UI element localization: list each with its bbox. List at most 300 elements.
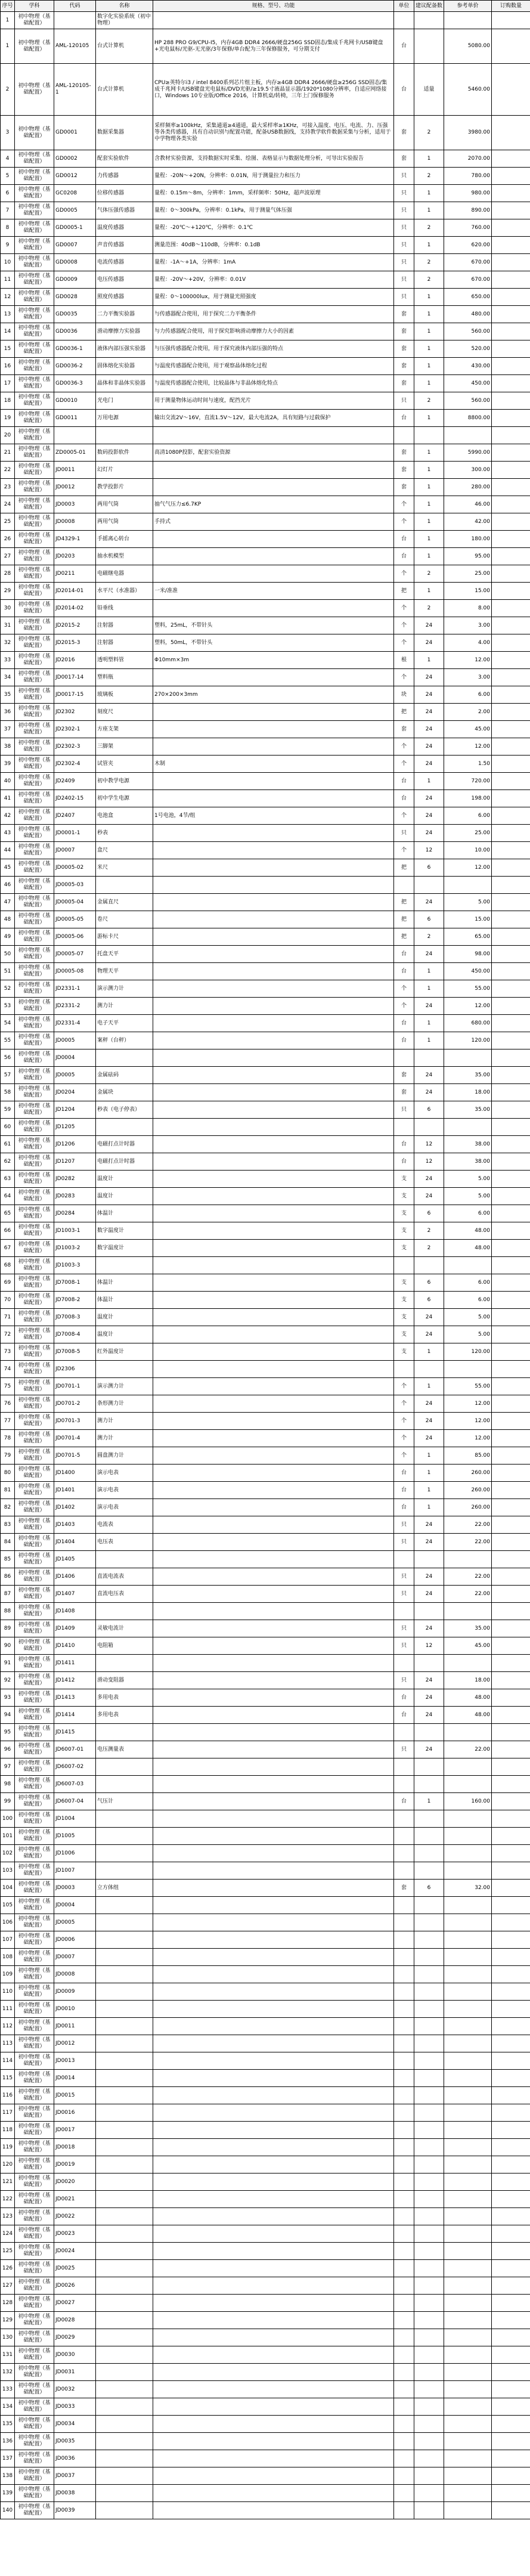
table-row xyxy=(1,1603,530,1620)
cell-subject: 初中物理（基础配置） xyxy=(15,1205,54,1222)
cell-price: 2070.00 xyxy=(444,150,492,168)
cell-ordered[interactable] xyxy=(492,1810,530,1828)
cell-qty: 24 xyxy=(414,1430,444,1447)
cell-ordered[interactable] xyxy=(492,1465,530,1482)
cell-name: 金属块 xyxy=(96,1084,153,1101)
cell-ordered[interactable] xyxy=(492,565,530,583)
cell-unit: 支 xyxy=(394,1292,414,1309)
cell-code: JD0013 xyxy=(54,2052,96,2070)
cell-ordered[interactable] xyxy=(492,1637,530,1655)
cell-ordered[interactable] xyxy=(492,2433,530,2450)
cell-ordered[interactable] xyxy=(492,1015,530,1032)
cell-spec xyxy=(153,738,394,756)
table-row xyxy=(1,859,530,877)
cell-price: 680.00 xyxy=(444,1015,492,1032)
cell-ordered[interactable] xyxy=(492,323,530,340)
cell-ordered[interactable] xyxy=(492,617,530,634)
cell-ordered[interactable] xyxy=(492,2156,530,2174)
table-row xyxy=(1,2018,530,2035)
cell-ordered[interactable] xyxy=(492,911,530,928)
cell-qty: 1 xyxy=(414,289,444,306)
table-row xyxy=(1,1361,530,1378)
cell-ordered[interactable] xyxy=(492,375,530,392)
cell-ordered[interactable] xyxy=(492,64,530,116)
cell-code: JD0005-05 xyxy=(54,911,96,928)
cell-ordered[interactable] xyxy=(492,1966,530,1983)
cell-qty: 6 xyxy=(414,1205,444,1222)
cell-ordered[interactable] xyxy=(492,2346,530,2364)
cell-ordered[interactable] xyxy=(492,998,530,1015)
cell-code: GD0036-3 xyxy=(54,375,96,392)
cell-ordered[interactable] xyxy=(492,548,530,565)
cell-ordered[interactable] xyxy=(492,2260,530,2277)
cell-ordered[interactable] xyxy=(492,877,530,894)
cell-spec xyxy=(153,928,394,946)
cell-ordered[interactable] xyxy=(492,1136,530,1153)
cell-qty: 2 xyxy=(414,928,444,946)
cell-ordered[interactable] xyxy=(492,1724,530,1741)
cell-ordered[interactable] xyxy=(492,1205,530,1222)
cell-subject: 初中物理（基础配置） xyxy=(15,894,54,911)
cell-code: JD2016 xyxy=(54,652,96,669)
cell-ordered[interactable] xyxy=(492,2001,530,2018)
cell-ordered[interactable] xyxy=(492,271,530,289)
cell-ordered[interactable] xyxy=(492,583,530,600)
cell-ordered[interactable] xyxy=(492,1931,530,1949)
cell-name xyxy=(96,2156,153,2174)
table-row xyxy=(1,1534,530,1551)
cell-ordered[interactable] xyxy=(492,2312,530,2329)
cell-ordered[interactable] xyxy=(492,1084,530,1101)
cell-spec xyxy=(153,600,394,617)
cell-subject: 初中物理（基础配置） xyxy=(15,150,54,168)
cell-seq: 123 xyxy=(1,2208,15,2225)
cell-price: 6.00 xyxy=(444,1205,492,1222)
cell-ordered[interactable] xyxy=(492,1897,530,1914)
cell-code: JD2306 xyxy=(54,1361,96,1378)
cell-ordered[interactable] xyxy=(492,1292,530,1309)
table-row xyxy=(1,894,530,911)
cell-seq: 44 xyxy=(1,842,15,859)
cell-spec: 量程：-1A～+1A，分辨率：1mA xyxy=(153,254,394,271)
cell-seq: 78 xyxy=(1,1430,15,1447)
cell-ordered[interactable] xyxy=(492,738,530,756)
cell-unit xyxy=(394,2502,414,2519)
cell-code: JD1406 xyxy=(54,1568,96,1586)
cell-ordered[interactable] xyxy=(492,2416,530,2433)
table-row xyxy=(1,928,530,946)
cell-ordered[interactable] xyxy=(492,2502,530,2519)
cell-ordered[interactable] xyxy=(492,1482,530,1499)
cell-ordered[interactable] xyxy=(492,2381,530,2398)
cell-unit xyxy=(394,2070,414,2087)
cell-ordered[interactable] xyxy=(492,2052,530,2070)
cell-ordered[interactable] xyxy=(492,1326,530,1343)
cell-unit: 个 xyxy=(394,600,414,617)
cell-ordered[interactable] xyxy=(492,2139,530,2156)
cell-ordered[interactable] xyxy=(492,1413,530,1430)
cell-ordered[interactable] xyxy=(492,669,530,686)
cell-unit: 只 xyxy=(394,1534,414,1551)
cell-code: JD0024 xyxy=(54,2243,96,2260)
cell-ordered[interactable] xyxy=(492,1153,530,1171)
cell-price: 12.00 xyxy=(444,1413,492,1430)
cell-ordered[interactable] xyxy=(492,2243,530,2260)
cell-qty: 2 xyxy=(414,565,444,583)
cell-spec xyxy=(153,531,394,548)
cell-spec xyxy=(153,2156,394,2174)
cell-ordered[interactable] xyxy=(492,254,530,271)
cell-ordered[interactable] xyxy=(492,2225,530,2243)
cell-spec: 量程：-20℃～+120℃，分辨率：0.1℃ xyxy=(153,219,394,237)
cell-unit xyxy=(394,1361,414,1378)
cell-name: 晶体和非晶体实验器 xyxy=(96,375,153,392)
cell-ordered[interactable] xyxy=(492,2485,530,2502)
cell-ordered[interactable] xyxy=(492,1741,530,1758)
cell-ordered[interactable] xyxy=(492,842,530,859)
cell-seq: 16 xyxy=(1,358,15,375)
cell-name: 演示电表 xyxy=(96,1499,153,1516)
cell-seq: 56 xyxy=(1,1049,15,1067)
cell-ordered[interactable] xyxy=(492,1430,530,1447)
cell-ordered[interactable] xyxy=(492,289,530,306)
table-row xyxy=(1,2416,530,2433)
cell-unit: 把 xyxy=(394,704,414,721)
cell-ordered[interactable] xyxy=(492,1862,530,1880)
cell-ordered[interactable] xyxy=(492,1983,530,2001)
cell-subject: 初中物理（基础配置） xyxy=(15,1931,54,1949)
cell-ordered[interactable] xyxy=(492,634,530,652)
cell-qty xyxy=(414,1810,444,1828)
cell-ordered[interactable] xyxy=(492,168,530,185)
cell-ordered[interactable] xyxy=(492,185,530,202)
cell-ordered[interactable] xyxy=(492,1343,530,1361)
cell-seq: 76 xyxy=(1,1395,15,1413)
cell-ordered[interactable] xyxy=(492,202,530,219)
cell-price: 22.00 xyxy=(444,1586,492,1603)
cell-unit xyxy=(394,2295,414,2312)
cell-name: 电压测量表 xyxy=(96,1741,153,1758)
cell-ordered[interactable] xyxy=(492,686,530,704)
cell-ordered[interactable] xyxy=(492,1793,530,1810)
cell-ordered[interactable] xyxy=(492,219,530,237)
cell-ordered[interactable] xyxy=(492,2398,530,2416)
cell-qty: 12 xyxy=(414,842,444,859)
cell-name xyxy=(96,1983,153,2001)
cell-ordered[interactable] xyxy=(492,358,530,375)
cell-price xyxy=(444,427,492,444)
cell-ordered[interactable] xyxy=(492,1568,530,1586)
cell-name: 电磁打点计时器 xyxy=(96,1136,153,1153)
cell-code: JD1003-2 xyxy=(54,1240,96,1257)
cell-ordered[interactable] xyxy=(492,825,530,842)
cell-ordered[interactable] xyxy=(492,946,530,963)
cell-unit: 台 xyxy=(394,1153,414,1171)
cell-ordered[interactable] xyxy=(492,513,530,531)
cell-ordered[interactable] xyxy=(492,1655,530,1672)
cell-ordered[interactable] xyxy=(492,980,530,998)
cell-ordered[interactable] xyxy=(492,963,530,980)
cell-ordered[interactable] xyxy=(492,2364,530,2381)
cell-ordered[interactable] xyxy=(492,2087,530,2104)
cell-subject: 初中物理（基础配置） xyxy=(15,583,54,600)
cell-ordered[interactable] xyxy=(492,462,530,479)
cell-ordered[interactable] xyxy=(492,1758,530,1776)
cell-ordered[interactable] xyxy=(492,2277,530,2295)
cell-price: 45.00 xyxy=(444,1637,492,1655)
cell-ordered[interactable] xyxy=(492,1586,530,1603)
cell-ordered[interactable] xyxy=(492,2450,530,2467)
cell-seq: 21 xyxy=(1,444,15,462)
cell-ordered[interactable] xyxy=(492,790,530,807)
cell-ordered[interactable] xyxy=(492,531,530,548)
cell-spec xyxy=(153,1983,394,2001)
cell-ordered[interactable] xyxy=(492,1032,530,1049)
cell-name: 电阻箱 xyxy=(96,1637,153,1655)
cell-ordered[interactable] xyxy=(492,1240,530,1257)
cell-price xyxy=(444,2104,492,2122)
cell-ordered[interactable] xyxy=(492,1499,530,1516)
cell-unit: 只 xyxy=(394,237,414,254)
cell-qty: 24 xyxy=(414,1568,444,1586)
cell-ordered[interactable] xyxy=(492,2018,530,2035)
cell-ordered[interactable] xyxy=(492,2191,530,2208)
cell-ordered[interactable] xyxy=(492,2070,530,2087)
cell-unit xyxy=(394,2018,414,2035)
cell-qty xyxy=(414,2416,444,2433)
cell-name xyxy=(96,2329,153,2346)
cell-qty: 1 xyxy=(414,323,444,340)
cell-spec: 量程：0～100000lux，用于测量光照强度 xyxy=(153,289,394,306)
cell-ordered[interactable] xyxy=(492,1707,530,1724)
cell-name: 体温计 xyxy=(96,1292,153,1309)
cell-ordered[interactable] xyxy=(492,1828,530,1845)
cell-seq: 133 xyxy=(1,2381,15,2398)
table-row xyxy=(1,548,530,565)
cell-seq: 93 xyxy=(1,1689,15,1707)
cell-ordered[interactable] xyxy=(492,2122,530,2139)
table-row xyxy=(1,462,530,479)
table-row xyxy=(1,1032,530,1049)
cell-unit: 套 xyxy=(394,444,414,462)
cell-spec xyxy=(153,980,394,998)
cell-price xyxy=(444,2295,492,2312)
cell-price xyxy=(444,2381,492,2398)
cell-qty: 1 xyxy=(414,1343,444,1361)
cell-ordered[interactable] xyxy=(492,1067,530,1084)
cell-ordered[interactable] xyxy=(492,1395,530,1413)
table-row xyxy=(1,410,530,427)
cell-ordered[interactable] xyxy=(492,1378,530,1395)
cell-code: JD0701-1 xyxy=(54,1378,96,1395)
cell-code: GD0036-2 xyxy=(54,358,96,375)
cell-unit xyxy=(394,1914,414,1931)
cell-subject: 初中物理（基础配置） xyxy=(15,1499,54,1516)
cell-ordered[interactable] xyxy=(492,1672,530,1689)
cell-qty: 24 xyxy=(414,1741,444,1758)
cell-ordered[interactable] xyxy=(492,2467,530,2485)
cell-ordered[interactable] xyxy=(492,2035,530,2052)
cell-ordered[interactable] xyxy=(492,1776,530,1793)
cell-code: GD0011 xyxy=(54,410,96,427)
cell-spec xyxy=(153,1655,394,1672)
cell-name: 电子天平 xyxy=(96,1015,153,1032)
cell-subject: 初中物理（基础配置） xyxy=(15,565,54,583)
cell-seq: 125 xyxy=(1,2243,15,2260)
cell-ordered[interactable] xyxy=(492,2104,530,2122)
cell-ordered[interactable] xyxy=(492,1222,530,1240)
cell-subject: 初中物理（基础配置） xyxy=(15,323,54,340)
cell-seq: 69 xyxy=(1,1274,15,1292)
cell-ordered[interactable] xyxy=(492,704,530,721)
cell-unit: 根 xyxy=(394,652,414,669)
cell-ordered[interactable] xyxy=(492,1171,530,1188)
cell-subject: 初中物理（基础配置） xyxy=(15,1447,54,1465)
cell-ordered[interactable] xyxy=(492,600,530,617)
cell-ordered[interactable] xyxy=(492,1551,530,1568)
cell-ordered[interactable] xyxy=(492,928,530,946)
cell-seq: 54 xyxy=(1,1015,15,1032)
cell-subject: 初中物理（基础配置） xyxy=(15,2122,54,2139)
cell-ordered[interactable] xyxy=(492,756,530,773)
table-row xyxy=(1,617,530,634)
cell-ordered[interactable] xyxy=(492,1534,530,1551)
cell-ordered[interactable] xyxy=(492,1949,530,1966)
cell-ordered[interactable] xyxy=(492,1188,530,1205)
cell-ordered[interactable] xyxy=(492,410,530,427)
cell-subject: 初中物理（基础配置） xyxy=(15,669,54,686)
table-row xyxy=(1,2156,530,2174)
cell-ordered[interactable] xyxy=(492,29,530,64)
cell-ordered[interactable] xyxy=(492,1880,530,1897)
cell-ordered[interactable] xyxy=(492,1689,530,1707)
cell-subject: 初中物理（基础配置） xyxy=(15,1603,54,1620)
cell-ordered[interactable] xyxy=(492,2208,530,2225)
cell-ordered[interactable] xyxy=(492,894,530,911)
cell-price: 670.00 xyxy=(444,271,492,289)
cell-price: 620.00 xyxy=(444,237,492,254)
cell-ordered[interactable] xyxy=(492,12,530,29)
cell-ordered[interactable] xyxy=(492,1361,530,1378)
table-row xyxy=(1,2433,530,2450)
cell-ordered[interactable] xyxy=(492,1257,530,1274)
cell-unit: 支 xyxy=(394,1222,414,1240)
cell-ordered[interactable] xyxy=(492,1914,530,1931)
cell-ordered[interactable] xyxy=(492,1274,530,1292)
cell-ordered[interactable] xyxy=(492,2174,530,2191)
cell-ordered[interactable] xyxy=(492,392,530,410)
cell-ordered[interactable] xyxy=(492,496,530,513)
table-row xyxy=(1,479,530,496)
cell-ordered[interactable] xyxy=(492,1447,530,1465)
cell-spec xyxy=(153,1482,394,1499)
cell-seq: 95 xyxy=(1,1724,15,1741)
table-row xyxy=(1,1101,530,1119)
cell-name: 盒尺 xyxy=(96,842,153,859)
cell-unit: 个 xyxy=(394,513,414,531)
cell-price xyxy=(444,1049,492,1067)
cell-subject: 初中物理（基础配置） xyxy=(15,1292,54,1309)
cell-seq: 7 xyxy=(1,202,15,219)
cell-unit: 台 xyxy=(394,1793,414,1810)
cell-code: JD0018 xyxy=(54,2139,96,2156)
cell-subject: 初中物理（基础配置） xyxy=(15,2035,54,2052)
cell-ordered[interactable] xyxy=(492,1309,530,1326)
cell-ordered[interactable] xyxy=(492,1516,530,1534)
cell-ordered[interactable] xyxy=(492,1101,530,1119)
cell-subject: 初中物理（基础配置） xyxy=(15,980,54,998)
cell-code: JD1003-1 xyxy=(54,1222,96,1240)
cell-code: JD0021 xyxy=(54,2191,96,2208)
cell-ordered[interactable] xyxy=(492,807,530,825)
cell-ordered[interactable] xyxy=(492,427,530,444)
cell-unit: 把 xyxy=(394,859,414,877)
cell-unit: 只 xyxy=(394,289,414,306)
cell-code: AML-120105 xyxy=(54,29,96,64)
cell-ordered[interactable] xyxy=(492,1049,530,1067)
cell-subject: 初中物理（基础配置） xyxy=(15,825,54,842)
cell-ordered[interactable] xyxy=(492,150,530,168)
cell-subject: 初中物理（基础配置） xyxy=(15,2001,54,2018)
cell-ordered[interactable] xyxy=(492,479,530,496)
cell-seq: 135 xyxy=(1,2416,15,2433)
table-row xyxy=(1,1672,530,1689)
cell-ordered[interactable] xyxy=(492,116,530,150)
cell-ordered[interactable] xyxy=(492,1620,530,1637)
cell-name: 秒表 xyxy=(96,825,153,842)
cell-price: 18.00 xyxy=(444,1084,492,1101)
cell-ordered[interactable] xyxy=(492,2329,530,2346)
cell-name: 多用电表 xyxy=(96,1689,153,1707)
cell-code: JD0037 xyxy=(54,2467,96,2485)
cell-ordered[interactable] xyxy=(492,1119,530,1136)
cell-subject: 初中物理（基础配置） xyxy=(15,2277,54,2295)
cell-ordered[interactable] xyxy=(492,652,530,669)
cell-subject: 初中物理（基础配置） xyxy=(15,1378,54,1395)
cell-ordered[interactable] xyxy=(492,237,530,254)
cell-name: 初中教学电源 xyxy=(96,773,153,790)
cell-code: JD0005-04 xyxy=(54,894,96,911)
cell-code: JD2302 xyxy=(54,704,96,721)
cell-ordered[interactable] xyxy=(492,721,530,738)
cell-qty: 1 xyxy=(414,513,444,531)
cell-unit: 个 xyxy=(394,980,414,998)
cell-subject: 初中物理（基础配置） xyxy=(15,1257,54,1274)
cell-name xyxy=(96,2139,153,2156)
cell-qty xyxy=(414,1049,444,1067)
cell-ordered[interactable] xyxy=(492,859,530,877)
cell-price: 180.00 xyxy=(444,531,492,548)
cell-ordered[interactable] xyxy=(492,2295,530,2312)
cell-unit xyxy=(394,2104,414,2122)
cell-unit: 台 xyxy=(394,773,414,790)
cell-price xyxy=(444,1724,492,1741)
cell-qty: 2 xyxy=(414,392,444,410)
cell-ordered[interactable] xyxy=(492,444,530,462)
cell-code: JD0031 xyxy=(54,2364,96,2381)
table-row xyxy=(1,2467,530,2485)
cell-ordered[interactable] xyxy=(492,340,530,358)
cell-qty xyxy=(414,2260,444,2277)
cell-ordered[interactable] xyxy=(492,1603,530,1620)
table-row xyxy=(1,29,530,64)
cell-price: 25.00 xyxy=(444,825,492,842)
cell-code: JD0211 xyxy=(54,565,96,583)
cell-ordered[interactable] xyxy=(492,306,530,323)
cell-ordered[interactable] xyxy=(492,773,530,790)
cell-ordered[interactable] xyxy=(492,1845,530,1862)
cell-code: JD2331-2 xyxy=(54,998,96,1015)
